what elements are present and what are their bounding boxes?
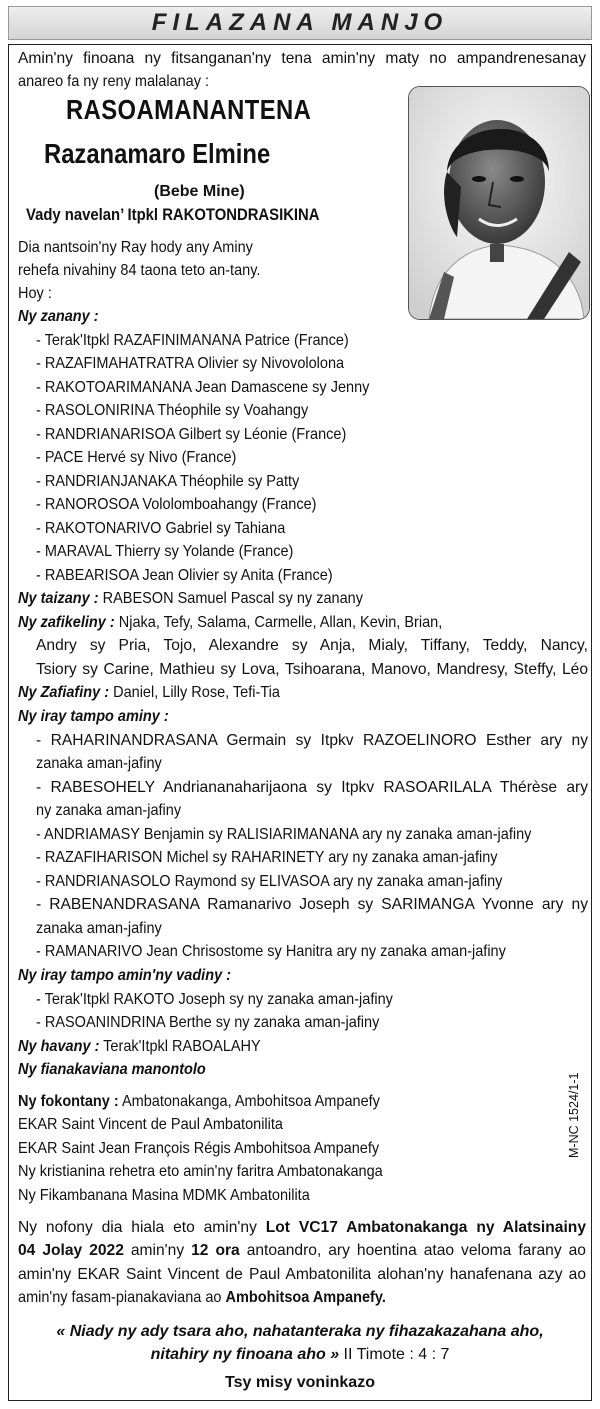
zafikeliny-line-2: Andry sy Pria, Tojo, Alexandre sy Anja, Mialy, Tiffany, Teddy, Nancy, — [36, 637, 588, 654]
zafikeliny-line-3: Tsiory sy Carine, Mathieu sy Lova, Tsihoarana, Manovo, Mandresy, Steffy, Léo — [36, 661, 588, 678]
quote-text-2: nitahiry ny finoana aho » — [150, 1346, 340, 1363]
iray-tampo-line: - ANDRIAMASY Benjamin sy RALISIARIMANANA ary ny zanaka aman-jafiny — [36, 826, 532, 843]
iray-tampo-line: - RAHARINANDRASANA Germain sy Itpkv RAZOELINORO Esther ary ny — [36, 732, 588, 749]
list-item: - RANOROSOA Vololomboahangy (France) — [36, 496, 317, 513]
zanany-label: Ny zanany : — [18, 308, 99, 325]
notice-header — [8, 6, 592, 40]
taizany-label: Ny taizany : — [18, 590, 99, 607]
list-item: - Terak'Itpkl RAZAFINIMANANA Patrice (France) — [36, 332, 349, 349]
fokontany-label: Ny fokontany : — [18, 1093, 119, 1110]
list-item: Ny Fikambanana Masina MDMK Ambatonilita — [18, 1187, 310, 1204]
list-item: EKAR Saint Vincent de Paul Ambatonilita — [18, 1116, 283, 1133]
zafikeliny-text-1: Njaka, Tefy, Salama, Carmelle, Allan, Kevin, Brian, — [114, 614, 443, 631]
burial-line-3: amin'ny EKAR Saint Vincent de Paul Ambatonilita alohan'ny hanafenana azy ao — [18, 1266, 586, 1283]
list-item: - PACE Hervé sy Nivo (France) — [36, 449, 237, 466]
fokontany-line — [18, 1090, 380, 1114]
header-title: FILAZANA MANJO — [151, 9, 449, 36]
fokontany-text: Ambatonakanga, Ambohitsoa Ampanefy — [118, 1093, 380, 1110]
list-item: - RABEARISOA Jean Olivier sy Anita (France) — [36, 567, 333, 584]
list-item: - RASOLONIRINA Théophile sy Voahangy — [36, 402, 309, 419]
burial-text-1a: Ny nofony dia hiala eto amin'ny — [18, 1219, 266, 1236]
iray-tampo-line: ny zanaka aman-jafiny — [36, 802, 182, 819]
iray-tampo-line: zanaka aman-jafiny — [36, 920, 162, 937]
burial-place: Ambohitsoa Ampanefy. — [225, 1289, 386, 1306]
burial-text-2b: amin'ny — [123, 1242, 192, 1259]
burial-text-2d: antoandro, ary hoentina atao veloma farany ao — [239, 1242, 586, 1259]
iray-tampo-line: zanaka aman-jafiny — [36, 755, 162, 772]
portrait-image — [409, 87, 589, 319]
list-item: - RAZAFIMAHATRATRA Olivier sy Nivovololona — [36, 355, 345, 372]
death-line-3: Hoy : — [18, 285, 52, 302]
quote-line-2 — [10, 1343, 590, 1366]
zafiafiny-text: Daniel, Lilly Rose, Tefi-Tia — [109, 684, 280, 701]
reference-code-text: M-NC 1524/1-1 — [567, 1072, 581, 1158]
list-item: - MARAVAL Thierry sy Yolande (France) — [36, 543, 294, 560]
zafikeliny-line-1 — [18, 611, 442, 635]
burial-text-4a: amin'ny fasam-pianakaviana ao — [18, 1289, 226, 1306]
iray-tampo-line: - RABENANDRASANA Ramanarivo Joseph sy SARIMANGA Yvonne ary ny — [36, 896, 588, 913]
intro-line-2: anareo fa ny reny malalanay : — [18, 73, 210, 90]
havany-line — [18, 1035, 261, 1059]
deceased-nickname: (Bebe Mine) — [154, 183, 245, 200]
quote-reference: II Timote : 4 : 7 — [339, 1346, 450, 1363]
burial-line-4 — [18, 1286, 386, 1310]
quote-line-1: « Niady ny ady tsara aho, nahatanteraka ny fihazakazahana aho, — [56, 1323, 544, 1340]
deceased-given-name: Razanamaro Elmine — [44, 138, 271, 169]
iray-tampo-line: - RANDRIANASOLO Raymond sy ELIVASOA ary ny zanaka aman-jafiny — [36, 873, 503, 890]
list-item: - Terak'Itpkl RAKOTO Joseph sy ny zanaka aman-jafiny — [36, 991, 393, 1008]
havany-text: Terak'Itpkl RABOALAHY — [99, 1038, 261, 1055]
iray-tampo-label: Ny iray tampo aminy : — [18, 708, 169, 725]
list-item: - RASOANINDRINA Berthe sy ny zanaka aman-jafiny — [36, 1014, 380, 1031]
intro-line-1: Amin'ny finoana ny fitsanganan'ny tena amin'ny maty no ampandrenesanay — [18, 50, 586, 67]
list-item: - RAKOTONARIVO Gabriel sy Tahiana — [36, 520, 286, 537]
reference-code — [566, 1068, 582, 1158]
burial-line-1 — [18, 1216, 586, 1240]
iray-tampo-vadiny-label: Ny iray tampo amin'ny vadiny : — [18, 967, 231, 984]
iray-tampo-line: - RAZAFIHARISON Michel sy RAHARINETY ary ny zanaka aman-jafiny — [36, 849, 498, 866]
fianakaviana-line: Ny fianakaviana manontolo — [18, 1061, 206, 1078]
burial-line-2 — [18, 1239, 586, 1263]
iray-tampo-line: - RABESOHELY Andriananaharijaona sy Itpkv RASOARILALA Thérèse ary — [36, 779, 588, 796]
list-item: - RANDRIANJANAKA Théophile sy Patty — [36, 473, 300, 490]
burial-text-1b: Lot VC17 Ambatonakanga ny Alatsinainy — [265, 1219, 586, 1236]
list-item: - RAKOTOARIMANANA Jean Damascene sy Jenny — [36, 379, 370, 396]
closing-note: Tsy misy voninkazo — [225, 1374, 375, 1391]
deceased-portrait — [408, 86, 590, 320]
zafiafiny-line — [18, 681, 280, 705]
list-item: Ny kristianina rehetra eto amin'ny faritra Ambatonakanga — [18, 1163, 383, 1180]
burial-date: 04 Jolay 2022 — [18, 1242, 124, 1259]
list-item: EKAR Saint Jean François Régis Ambohitsoa Ampanefy — [18, 1140, 380, 1157]
taizany-text: RABESON Samuel Pascal sy ny zanany — [98, 590, 363, 607]
zafikeliny-label: Ny zafikeliny : — [18, 614, 115, 631]
iray-tampo-line: - RAMANARIVO Jean Chrisostome sy Hanitra ary ny zanaka aman-jafiny — [36, 943, 506, 960]
burial-time: 12 ora — [191, 1242, 240, 1259]
list-item: - RANDRIANARISOA Gilbert sy Léonie (France) — [36, 426, 347, 443]
death-line-2: rehefa nivahiny 84 taona teto an-tany. — [18, 262, 261, 279]
death-line-1: Dia nantsoin'ny Ray hody any Aminy — [18, 239, 253, 256]
zafiafiny-label: Ny Zafiafiny : — [18, 684, 110, 701]
deceased-spouse: Vady navelan’ Itpkl RAKOTONDRASIKINA — [26, 206, 320, 224]
deceased-surname: RASOAMANANTENA — [66, 94, 312, 125]
havany-label: Ny havany : — [18, 1038, 100, 1055]
taizany-line — [18, 587, 363, 611]
